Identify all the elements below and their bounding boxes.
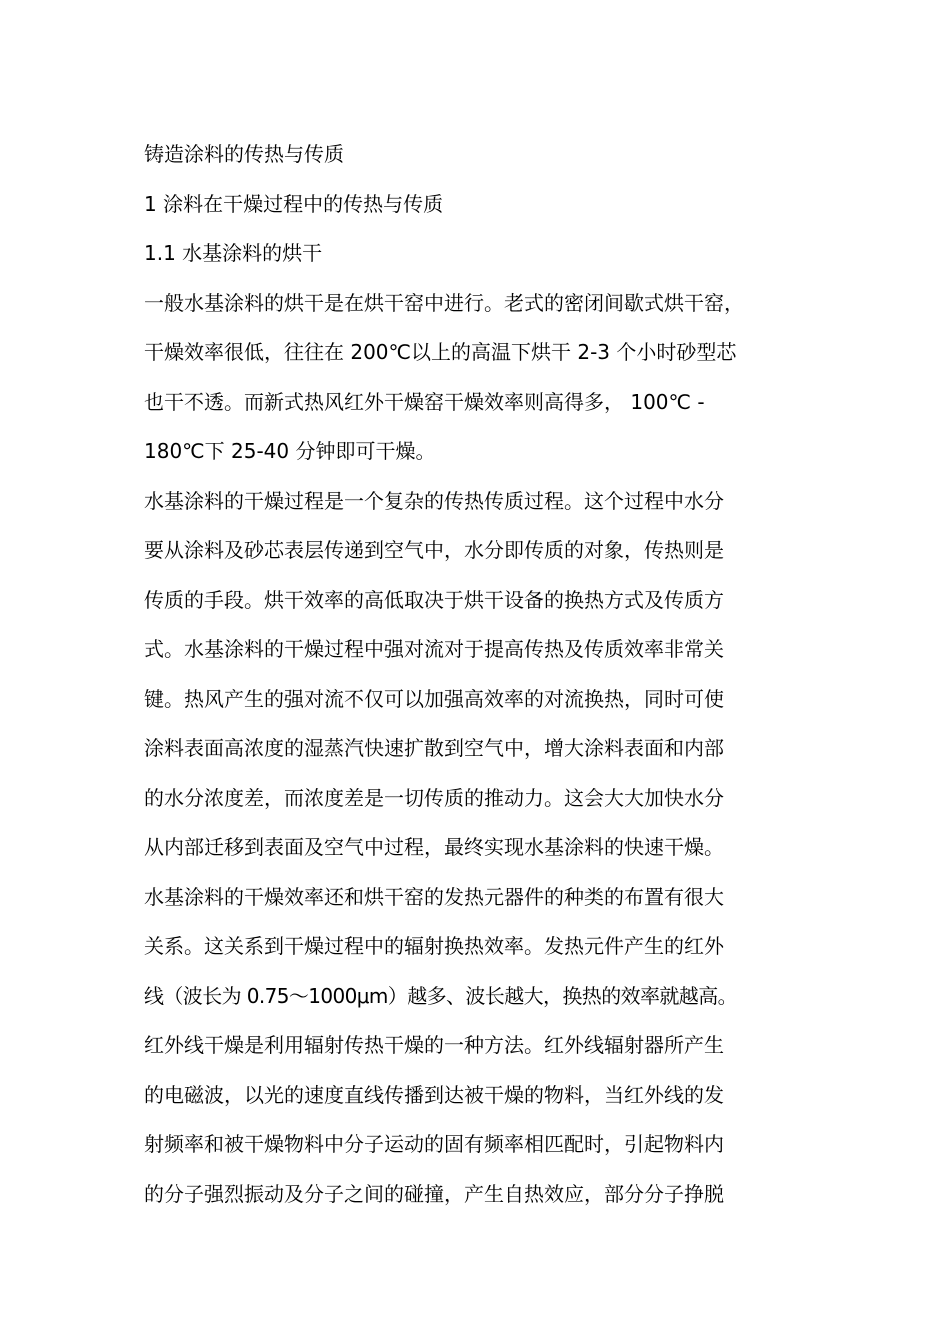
paragraph-line: 键。热风产生的强对流不仅可以加强高效率的对流换热，同时可使 <box>144 686 724 711</box>
paragraph-line: 干燥效率很低，往往在 200℃以上的高温下烘干 2-3 个小时砂型芯 <box>144 340 737 364</box>
paragraph-line: 水基涂料的干燥过程是一个复杂的传热传质过程。这个过程中水分 <box>144 488 724 513</box>
paragraph-line: 的分子强烈振动及分子之间的碰撞，产生自热效应，部分分子挣脱 <box>144 1181 724 1206</box>
paragraph-line: 180℃下 25-40 分钟即可干燥。 <box>144 439 436 463</box>
paragraph-1 <box>144 279 824 477</box>
paragraph-2 <box>144 477 824 873</box>
paragraph-line: 关系。这关系到干燥过程中的辐射换热效率。发热元件产生的红外 <box>144 934 724 958</box>
paragraph-line: 一般水基涂料的烘干是在烘干窑中进行。老式的密闭间歇式烘干窑， <box>144 290 744 315</box>
paragraph-line: 也干不透。而新式热风红外干燥窑干燥效率则高得多， 100℃ - <box>144 389 705 414</box>
paragraph-3 <box>144 873 824 1220</box>
document-body <box>144 130 824 1219</box>
paragraph-line: 水基涂料的干燥效率还和烘干窑的发热元器件的种类的布置有很大 <box>144 884 724 909</box>
paragraph-line: 线（波长为 0.75～1000μm）越多、波长越大，换热的效率就越高。 <box>144 983 737 1008</box>
paragraph-line: 的水分浓度差，而浓度差是一切传质的推动力。这会大大加快水分 <box>144 785 724 810</box>
paragraph-line: 红外线干燥是利用辐射传热干燥的一种方法。红外线辐射器所产生 <box>144 1033 724 1057</box>
paragraph-line: 射频率和被干燥物料中分子运动的固有频率相匹配时，引起物料内 <box>144 1132 724 1156</box>
section-heading-1-1: 1.1 水基涂料的烘干 <box>144 241 323 265</box>
paragraph-line: 式。水基涂料的干燥过程中强对流对于提高传热及传质效率非常关 <box>144 637 724 661</box>
paragraph-line: 要从涂料及砂芯表层传递到空气中，水分即传质的对象，传热则是 <box>144 538 724 562</box>
section-heading-1: 1 涂料在干燥过程中的传热与传质 <box>144 191 444 216</box>
document-title: 铸造涂料的传热与传质 <box>144 142 344 166</box>
paragraph-line: 从内部迁移到表面及空气中过程，最终实现水基涂料的快速干燥。 <box>144 835 724 859</box>
paragraph-line: 传质的手段。烘干效率的高低取决于烘干设备的换热方式及传质方 <box>144 587 724 612</box>
paragraph-line: 涂料表面高浓度的湿蒸汽快速扩散到空气中，增大涂料表面和内部 <box>144 736 724 760</box>
paragraph-line: 的电磁波，以光的速度直线传播到达被干燥的物料，当红外线的发 <box>144 1082 724 1107</box>
